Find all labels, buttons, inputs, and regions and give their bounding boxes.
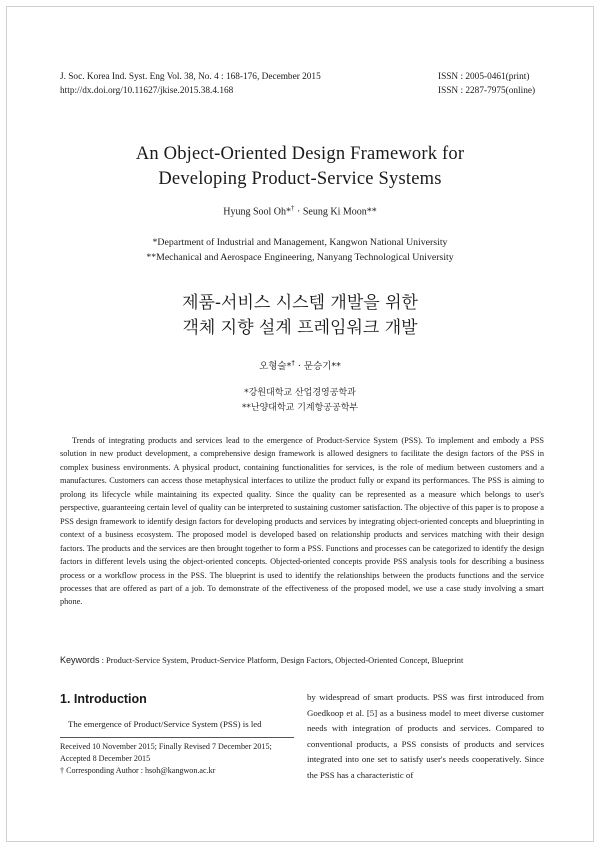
footnotes — [60, 741, 300, 777]
english-authors — [0, 204, 600, 217]
keywords-label: Keywords — [60, 655, 100, 665]
english-title-line2: Developing Product-Service Systems — [158, 169, 442, 189]
journal-header — [60, 70, 321, 98]
issn-print: ISSN : 2005-0461(print) — [438, 72, 530, 82]
accepted-date: Accepted 8 December 2015 — [60, 754, 151, 763]
korean-affiliation-1: *강원대학교 산업경영공학과 — [244, 388, 356, 398]
author-2: Seung Ki Moon** — [302, 206, 377, 218]
korean-corresponding-mark: † — [291, 358, 295, 367]
journal-citation: J. Soc. Korea Ind. Syst. Eng Vol. 38, No. 4 : 168-176, December 2015 — [60, 72, 321, 82]
author-1: Hyung Sool Oh* — [223, 206, 292, 218]
korean-title-line2: 객체 지향 설계 프레임워크 개발 — [182, 318, 418, 338]
footnote-divider — [60, 737, 294, 738]
doi-link[interactable]: http://dx.doi.org/10.11627/jkise.2015.38.4.168 — [60, 86, 234, 96]
author-separator: · — [294, 206, 303, 218]
intro-left-column: The emergence of Product/Service System (PSS) is led — [68, 719, 262, 729]
korean-title-line1: 제품-서비스 시스템 개발을 위한 — [182, 293, 418, 313]
corresponding-author — [60, 765, 300, 777]
intro-right-column: by widespread of smart products. PSS was first introduced from Goedkoop et al. [5] as a business model to meet diverse customer needs with integration of products and services. Compared to conventional products, a PSS consists of products and services integrated into one set to satisfy user's needs cooperatively. Since the PSS has a characteristic of — [307, 692, 544, 780]
dagger-mark: † — [60, 766, 65, 775]
english-title-line1: An Object-Oriented Design Framework for — [135, 144, 465, 164]
keywords — [60, 655, 544, 665]
section-heading-introduction: 1. Introduction — [60, 692, 147, 706]
keywords-text: Product-Service System, Product-Service Platform, Design Factors, Objected-Oriented Concept, Blueprint — [106, 656, 464, 665]
corresponding-author-text: Corresponding Author : hsoh@kangwon.ac.kr — [64, 766, 216, 775]
korean-title — [0, 291, 600, 341]
affiliation-2: **Mechanical and Aerospace Engineering, Nanyang Technological University — [146, 252, 454, 263]
keywords-separator: : — [99, 656, 107, 665]
korean-author-1: 오형술* — [259, 361, 292, 372]
corresponding-mark: † — [291, 204, 295, 212]
korean-author-separator: · — [294, 361, 304, 372]
english-affiliations — [0, 235, 600, 265]
received-date: Received 10 November 2015; Finally Revised 7 December 2015; — [60, 742, 272, 751]
korean-affiliation-2: **난양대학교 기계항공공학부 — [241, 403, 359, 413]
english-title — [0, 142, 600, 192]
korean-affiliations — [0, 386, 600, 416]
korean-author-2: 문승기** — [303, 361, 341, 372]
korean-authors — [0, 358, 600, 372]
issn-online: ISSN : 2287-7975(online) — [438, 86, 536, 96]
abstract: Trends of integrating products and services lead to the emergence of Product-Service System (PSS). To implement and embody a PSS solution in new product development, a comprehensive design framework is allowed designers to facilitate the design factors of the PSS in complex business environments. A physical product, containing functionalities for services, is the role of medium between customers and a manufactures. Customers can access those metaphysical interfaces to utilize the product fully or expand its performances. The PSS is aiming to prolong its lifecycle while maintaining its expected quality. Since the quality can be represented as a measure which belongs to user's perspective, guaranteeing certain level of quality can be interpreted to sustaining customer satisfaction. The objective of this paper is to propose a PSS design framework to identify design factors for developing products and services by integrating object-oriented concepts and blueprinting in context of a business ecosystem. The proposed model is developed based on relationship products and services matching with their design factors. The products and the services are then brought together to form a PSS. Functions and processes can be categorized to identify the design factors in different levels using the object-oriented concepts. Objected-oriented concepts provide PSS analysis tools for describing a business process or a workflow process in the PSS. The blueprint is used to identify the relationships between the products functions and the service processes that are offered as part of a job. To demonstrate of the effectiveness of the proposed model, we use a case study involving a smart phone. — [60, 436, 544, 607]
issn-block — [438, 70, 535, 98]
affiliation-1: *Department of Industrial and Management, Kangwon National University — [152, 237, 448, 248]
